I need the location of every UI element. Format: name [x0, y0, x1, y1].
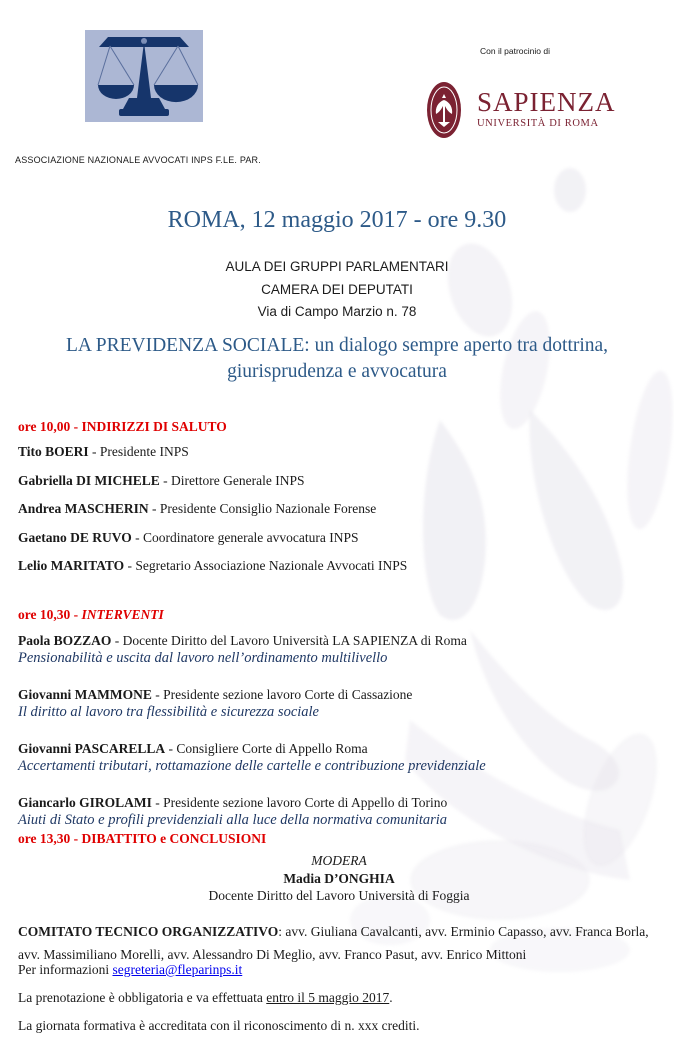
sapienza-wordmark	[477, 89, 616, 129]
moderator-block	[18, 852, 660, 905]
session-label: INTERVENTI	[81, 607, 164, 622]
talk-speaker	[18, 794, 660, 812]
speaker-name: Tito BOERI	[18, 444, 89, 459]
booking-line	[18, 989, 660, 1006]
talk-speaker	[18, 632, 660, 650]
speaker-row	[18, 444, 660, 460]
speaker-name: Giovanni PASCARELLA	[18, 741, 166, 756]
talk-speaker	[18, 686, 660, 704]
event-date-line: ROMA, 12 maggio 2017 - ore 9.30	[167, 207, 507, 233]
talk-row	[18, 740, 660, 775]
speaker-row	[18, 473, 660, 489]
venue-hall: AULA DEI GRUPPI PARLAMENTARI	[225, 259, 449, 274]
talk-speaker	[18, 740, 660, 758]
talk-title: Pensionabilità e uscita dal lavoro nell’ordinamento multilivello	[18, 649, 388, 666]
session-heading-interventi	[18, 607, 660, 623]
moderator-label: MODERA	[311, 853, 367, 868]
talk-row	[18, 794, 660, 829]
committee-members: : avv. Giuliana Cavalcanti, avv. Erminio Capasso, avv. Franca Borla, avv. Massimiliano Morelli, avv. Alessandro Di Meglio, avv. Franco Pasut, avv. Enrico Mittoni	[18, 923, 649, 962]
speaker-name: Gabriella DI MICHELE	[18, 472, 160, 488]
scales-of-justice-logo	[85, 30, 203, 122]
sapienza-emblem-icon	[426, 80, 462, 140]
speaker-role: - Consigliere Corte di Appello Roma	[165, 741, 368, 756]
event-title-line1: LA PREVIDENZA SOCIALE: un dialogo sempre aperto tra dottrina,	[65, 335, 609, 356]
speaker-role: - Presidente sezione lavoro Corte di Cassazione	[151, 687, 413, 702]
event-title	[0, 333, 674, 385]
session-heading-saluto: ore 10,00 - INDIRIZZI DI SALUTO	[18, 419, 227, 434]
sapienza-logo	[426, 80, 616, 140]
booking-deadline: entro il 5 maggio 2017	[266, 990, 390, 1005]
venue-address: Via di Campo Marzio n. 78	[257, 304, 417, 319]
patronage-label: Con il patrocinio di	[480, 46, 550, 56]
talk-row	[18, 686, 660, 721]
talk-row	[18, 632, 660, 667]
speaker-role: - Coordinatore generale avvocatura INPS	[131, 529, 359, 545]
speaker-role: - Presidente sezione lavoro Corte di Appello di Torino	[151, 795, 448, 810]
talk-title: Accertamenti tributari, rottamazione delle cartelle e contribuzione previdenziale	[18, 757, 486, 774]
venue-building: CAMERA DEI DEPUTATI	[261, 281, 413, 297]
speaker-name: Giovanni MAMMONE	[18, 687, 152, 702]
speaker-row	[18, 558, 660, 574]
speaker-role: - Direttore Generale INPS	[159, 472, 305, 488]
speaker-row	[18, 530, 660, 546]
association-name: ASSOCIAZIONE NAZIONALE AVVOCATI INPS F.LE. PAR.	[15, 155, 261, 165]
speaker-name: Giancarlo GIROLAMI	[18, 795, 152, 810]
booking-suffix: .	[389, 990, 393, 1005]
speaker-name: Gaetano DE RUVO	[18, 529, 132, 545]
moderator-role: Docente Diritto del Lavoro Università di Foggia	[208, 888, 470, 903]
speaker-role: - Presidente Consiglio Nazionale Forense	[148, 501, 377, 516]
sapienza-subtitle: UNIVERSITÀ DI ROMA	[477, 118, 599, 129]
program-section	[18, 419, 660, 979]
talk-title: Aiuti di Stato e profili previdenziali alla luce della normativa comunitaria	[18, 811, 448, 828]
speaker-name: Lelio MARITATO	[18, 558, 125, 573]
info-prefix: Per informazioni	[18, 962, 113, 977]
committee-paragraph	[18, 920, 660, 966]
speaker-role: - Segretario Associazione Nazionale Avvocati INPS	[124, 558, 408, 573]
committee-label: COMITATO TECNICO ORGANIZZATIVO	[18, 923, 279, 939]
event-title-line2: giurisprudenza e avvocatura	[227, 361, 447, 382]
credits-line: La giornata formativa è accreditata con il riconoscimento di n. xxx crediti.	[18, 1018, 420, 1033]
talk-title: Il diritto al lavoro tra flessibilità e sicurezza sociale	[18, 703, 319, 720]
speaker-row	[18, 501, 660, 517]
sapienza-name: SAPIENZA	[477, 87, 616, 117]
info-line	[18, 961, 660, 978]
session-time: ore 10,30 -	[18, 607, 82, 622]
speaker-role: - Docente Diritto del Lavoro Università LA SAPIENZA di Roma	[111, 633, 467, 648]
speaker-name: Andrea MASCHERIN	[18, 501, 149, 516]
session-heading-conclusioni: ore 13,30 - DIBATTITO e CONCLUSIONI	[18, 831, 267, 846]
email-link[interactable]: segreteria@fleparinps.it	[112, 962, 243, 977]
booking-prefix: La prenotazione è obbligatoria e va effettuata	[18, 990, 267, 1005]
moderator-name: Madia D’ONGHIA	[283, 870, 395, 886]
footer-section	[18, 961, 660, 1045]
speaker-name: Paola BOZZAO	[18, 633, 112, 648]
speaker-role: - Presidente INPS	[88, 444, 189, 459]
venue-block	[0, 256, 674, 324]
